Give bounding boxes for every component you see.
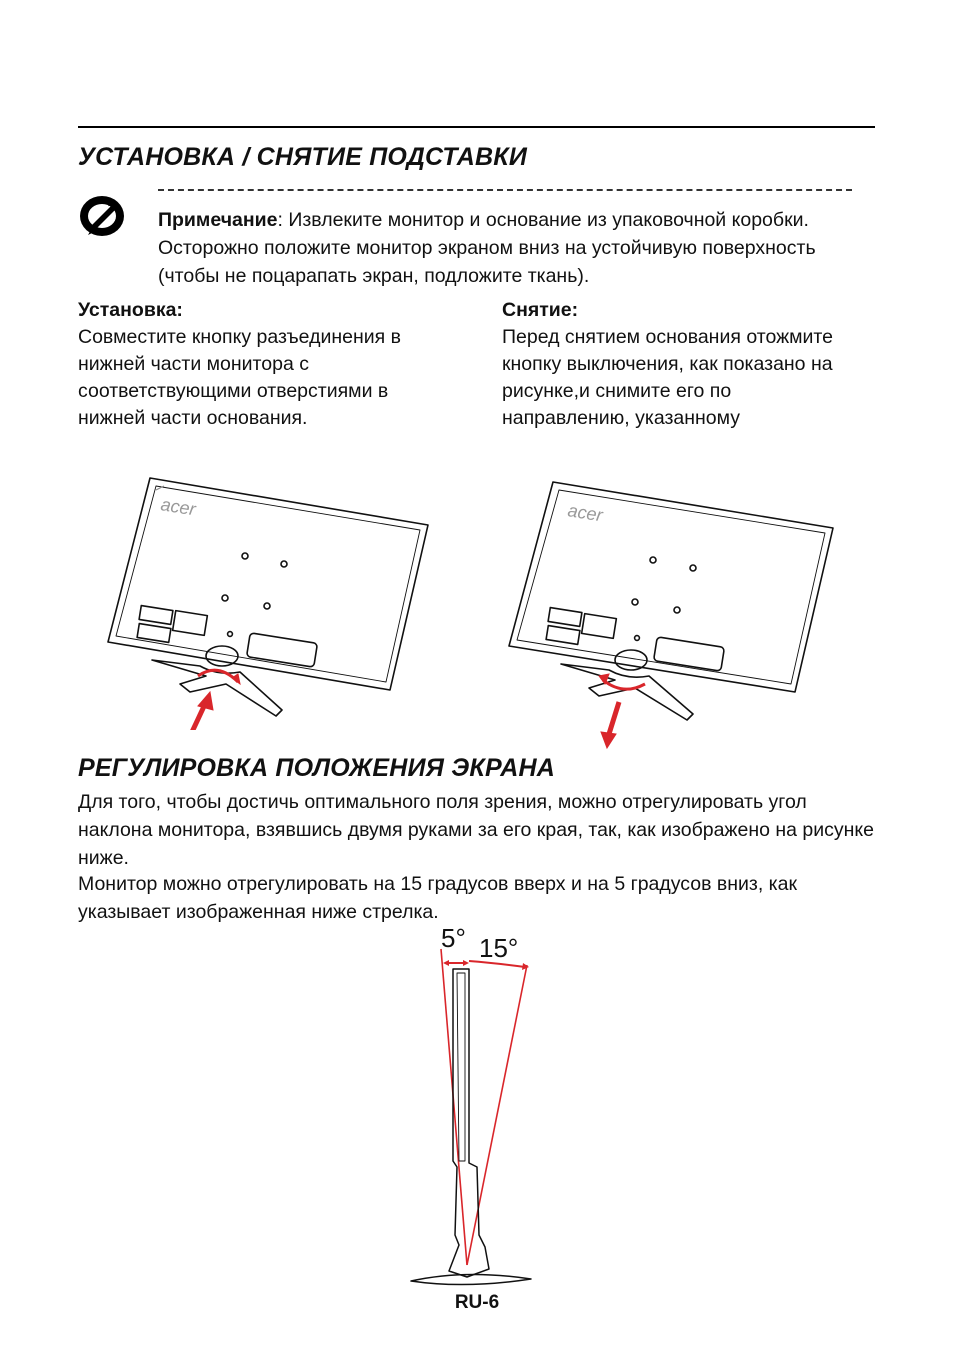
adjust-paragraph-1: Для того, чтобы достичь оптимального поля зрения, можно отрегулировать угол наклона монитора, взявшись двумя руками за его края, так, как изображено на рисунке ниже. (78, 791, 874, 869)
install-stand-figure (100, 470, 445, 730)
tilt-angle-figure (405, 925, 540, 1290)
remove-text: Перед снятием основания отожмите кнопку выключения, как показано на рисунке,и снимите его по направлению, указанному (502, 326, 833, 429)
remove-column (502, 297, 842, 432)
tilt-limit-up (467, 965, 527, 1265)
install-heading: Установка: (78, 299, 183, 321)
page-number: RU-6 (454, 1292, 500, 1313)
brand-logo: acer (159, 494, 198, 520)
top-rule (78, 126, 875, 128)
tilt-down-label: 5° (441, 925, 466, 953)
tilt-limit-down (441, 949, 467, 1265)
install-section-title: УСТАНОВКА / СНЯТИЕ ПОДСТАВКИ (78, 143, 528, 171)
note (158, 206, 878, 290)
adjust-section-title: РЕГУЛИРОВКА ПОЛОЖЕНИЯ ЭКРАНА (78, 754, 556, 782)
monitor-back-outline (108, 478, 428, 690)
install-column (78, 297, 458, 432)
adjust-paragraph-2: Монитор можно отрегулировать на 15 градусов вверх и на 5 градусов вниз, как указывает изображенная ниже стрелка. (78, 873, 798, 923)
note-text: : Извлеките монитор и основание из упаковочной коробки. Осторожно положите монитор экраном вниз на устойчивую поверхность (чтобы не поцарапать экран, подложите ткань). (158, 209, 816, 287)
monitor-back-outline (509, 482, 833, 692)
note-divider (158, 189, 852, 191)
remove-stand-figure (495, 470, 850, 755)
tilt-up-label: 15° (479, 933, 519, 963)
remove-heading: Снятие: (502, 299, 579, 321)
note-label: Примечание (158, 209, 278, 231)
brand-logo: acer (566, 500, 605, 526)
install-text: Совместите кнопку разъединения в нижней части монитора с соответствующими отверстиями в нижней части основания. (78, 326, 401, 429)
note-icon (78, 193, 128, 239)
